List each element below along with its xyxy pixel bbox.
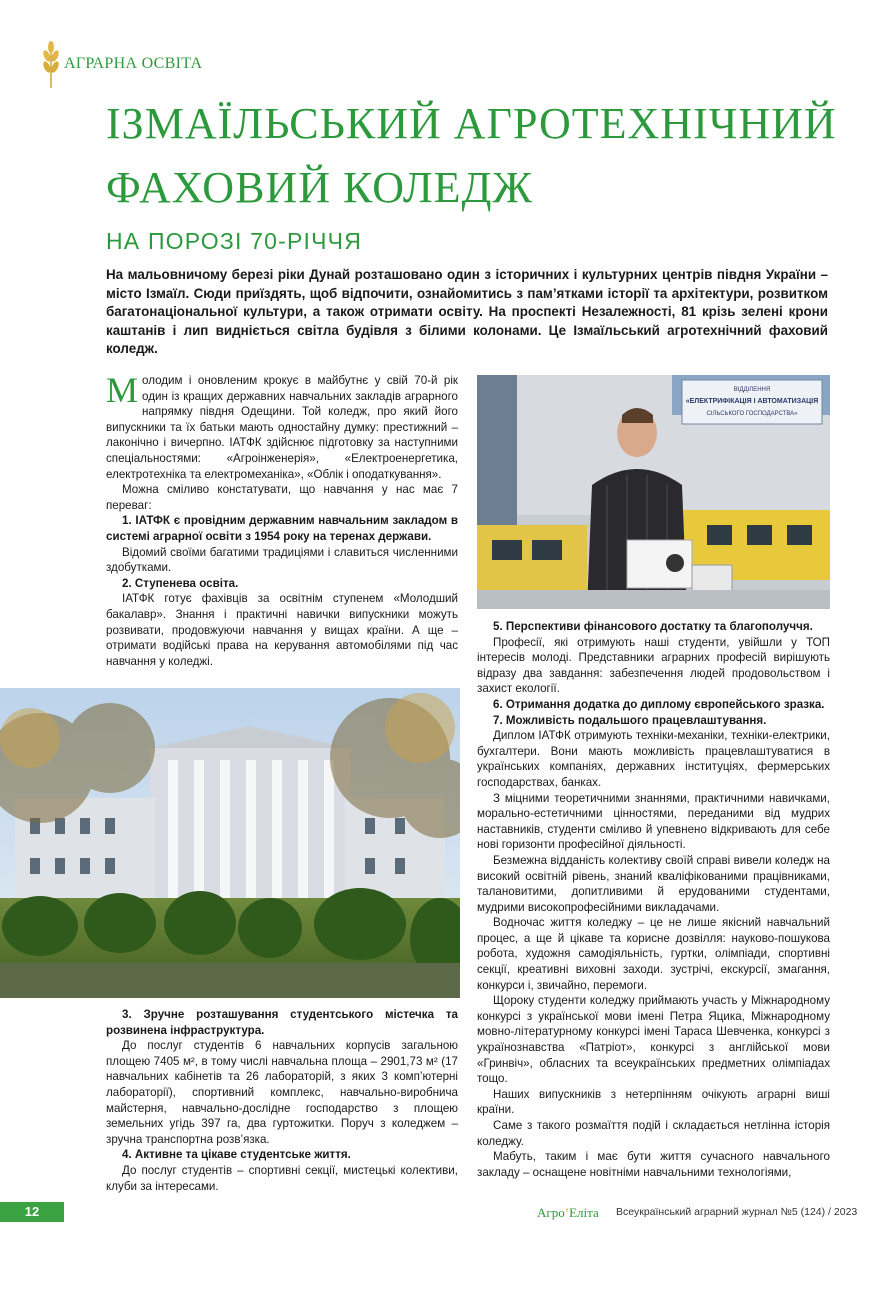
intro-paragraph: Молодим і оновленим крокує в майбутнє у свій 70-й рік один із кращих державних навчальних закладів аграрного напрямку півдня Одещини. Той коледж, про який його випускники та їх батьки мають одностайну думку: престижний – лаконічно і вичерпно. ІАТФК здійснює підготовку за наступними спеціальностями: «Агроінженерія», «Електроенергетика, електротехніка та електромеханіка», «Облік і оподаткування». [106, 370, 458, 481]
subheading: 4. Активне та цікаве студентське життя. [122, 1148, 351, 1162]
paragraph: Саме з такого розмаїття подій і складається нетлінна історія коледжу. [477, 1119, 830, 1148]
page-title [106, 92, 866, 220]
dropcap: М [106, 370, 139, 410]
lead-paragraph: На мальовничому березі ріки Дунай розташовано один з історичних і культурних центрів півдня України – місто Ізмаїл. Сюди приїздять, щоб відпочити, ознайомитись з пам’ятками історії та архітектури, розвитком багатонаціональної культури, а також отримати освіту. На проспекті Незалежності, 81 крізь зелені крони каштанів і лип видніється світла будівля з білими колонами. Це Ізмаїльський агротехнічний фаховий коледж. [106, 267, 828, 357]
subheading: 7. Можливість подальшого працевлаштування. [493, 713, 767, 727]
college-building-photo [0, 688, 460, 998]
left-column-bottom [106, 1007, 458, 1194]
title-line-1: ІЗМАЇЛЬСЬКИЙ АГРОТЕХНІЧНИЙ [106, 99, 837, 148]
paragraph: Відомий своїми багатими традиціями і славиться численними здобутками. [106, 545, 458, 575]
journal-logo: АгроʼЕліта [537, 1205, 599, 1220]
left-column-top [106, 370, 458, 669]
lab-sign-line-2: «ЕЛЕКТРИФІКАЦІЯ І АВТОМАТИЗАЦІЯ [685, 398, 819, 405]
paragraph: Диплом ІАТФК отримують техніки-механіки, техніки-електрики, бухгалтери. Вони мають можливість працевлаштуватися в українських компаніях, державних інституціях, фермерських господарствах, банках. [477, 729, 830, 789]
wheat-icon [40, 40, 62, 90]
paragraph: Водночас життя коледжу – це не лише якісний навчальний процес, а ще й цікаве та корисне дозвілля: науково-пошукова робота, художня самодіяльність, гуртки, олімпіади, спортивні секції, креативні виховні заходи. зустрічі, екскурсії, змагання, конкурси і, звичайно, перемоги. [477, 916, 830, 992]
lab-student-photo [477, 375, 830, 609]
paragraph: Наших випускників з нетерпінням очікують аграрні виші країни. [477, 1087, 830, 1117]
journal-issue: Всеукраїнський аграрний журнал №5 (124) / 2023 [616, 1206, 858, 1218]
paragraph: ІАТФК готує фахівців за освітнім ступенем «Молодший бакалавр». Знання і практичні навички випускники можуть розвивати, продовжуючи навчання у вищах країни. А ще – отримати водійські права на керування автомобілями під час навчання у коледжі. [106, 592, 458, 668]
paragraph: Безмежна відданість колективу своїй справі вивели коледж на високий освітній рівень, знаний кваліфікованими працівниками, талановитими, допитливими й ерудованими студентами, мудрими високопрофесійними викладачами. [477, 853, 830, 914]
subheading: 3. Зручне розташування студентського містечка та розвинена інфраструктура. [106, 1008, 458, 1037]
paragraph: Мабуть, таким і має бути життя сучасного навчального закладу – оснащене новітніми навчальними технологіями, [477, 1150, 830, 1179]
paragraph: До послуг студентів – спортивні секції, мистецькі колективи, клуби за інтересами. [106, 1163, 458, 1193]
subtitle: НА ПОРОЗІ 70-РІЧЧЯ [106, 228, 363, 254]
right-column [477, 619, 830, 1180]
lab-sign-line-1: ВІДДІЛЕННЯ [733, 387, 771, 393]
paragraph: Можна сміливо констатувати, що навчання у нас має 7 переваг: [106, 483, 458, 512]
paragraph: Щороку студенти коледжу приймають участь у Міжнародному конкурсі з української мови імені Петра Яцика, Міжнародному мовно-літературному конкурсі імені Тараса Шевченка, конкурсі з українознавства «Патріот», конкурсі з англійської мови «Гринвіч», обласних та всеукраїнських предметних олімпіадах тощо. [477, 994, 830, 1086]
lab-sign-line-3: СІЛЬСЬКОГО ГОСПОДАРСТВА» [706, 411, 798, 417]
subheading: 5. Перспективи фінансового достатку та благополуччя. [493, 620, 813, 633]
paragraph: До послуг студентів 6 навчальних корпусів загальною площею 7405 м², в тому числі навчальна площа – 2901,73 м² (17 навчальних кабінетів та 26 лабораторій, з яких 3 комп’ютерні лабораторії), спортивний комплекс, навчально-виробнича майстерня, навчально-дослідне господарство з площею земельних угідь 397 га, два гуртожитки. Поруч з коледжем – зручна транспортна розв’язка. [106, 1039, 458, 1146]
subheading: 2. Ступенева освіта. [122, 576, 239, 590]
subheading: 1. ІАТФК є провідним державним навчальним закладом в системі аграрної освіти з 1954 року на теренах держави. [106, 514, 458, 543]
page-number: 12 [0, 1202, 64, 1222]
paragraph: З міцними теоретичними знаннями, практичними навичками, морально-естетичними цінностями, переданими від мудрих наставників, студенти сміливо й упевнено відкривають для себе нові горизонти професійної діяльності. [477, 791, 830, 852]
paragraph: Професії, які отримують наші студенти, увійшли у ТОП інтересів молоді. Представники аграрних професій вирішують відразу два завдання: забезпечення людей продовольством і захист екології. [477, 635, 830, 696]
title-line-2: ФАХОВИЙ КОЛЕДЖ [106, 163, 533, 212]
subheading: 6. Отримання додатка до диплому європейського зразка. [493, 697, 825, 711]
section-tag: АГРАРНА ОСВІТА [64, 55, 203, 72]
